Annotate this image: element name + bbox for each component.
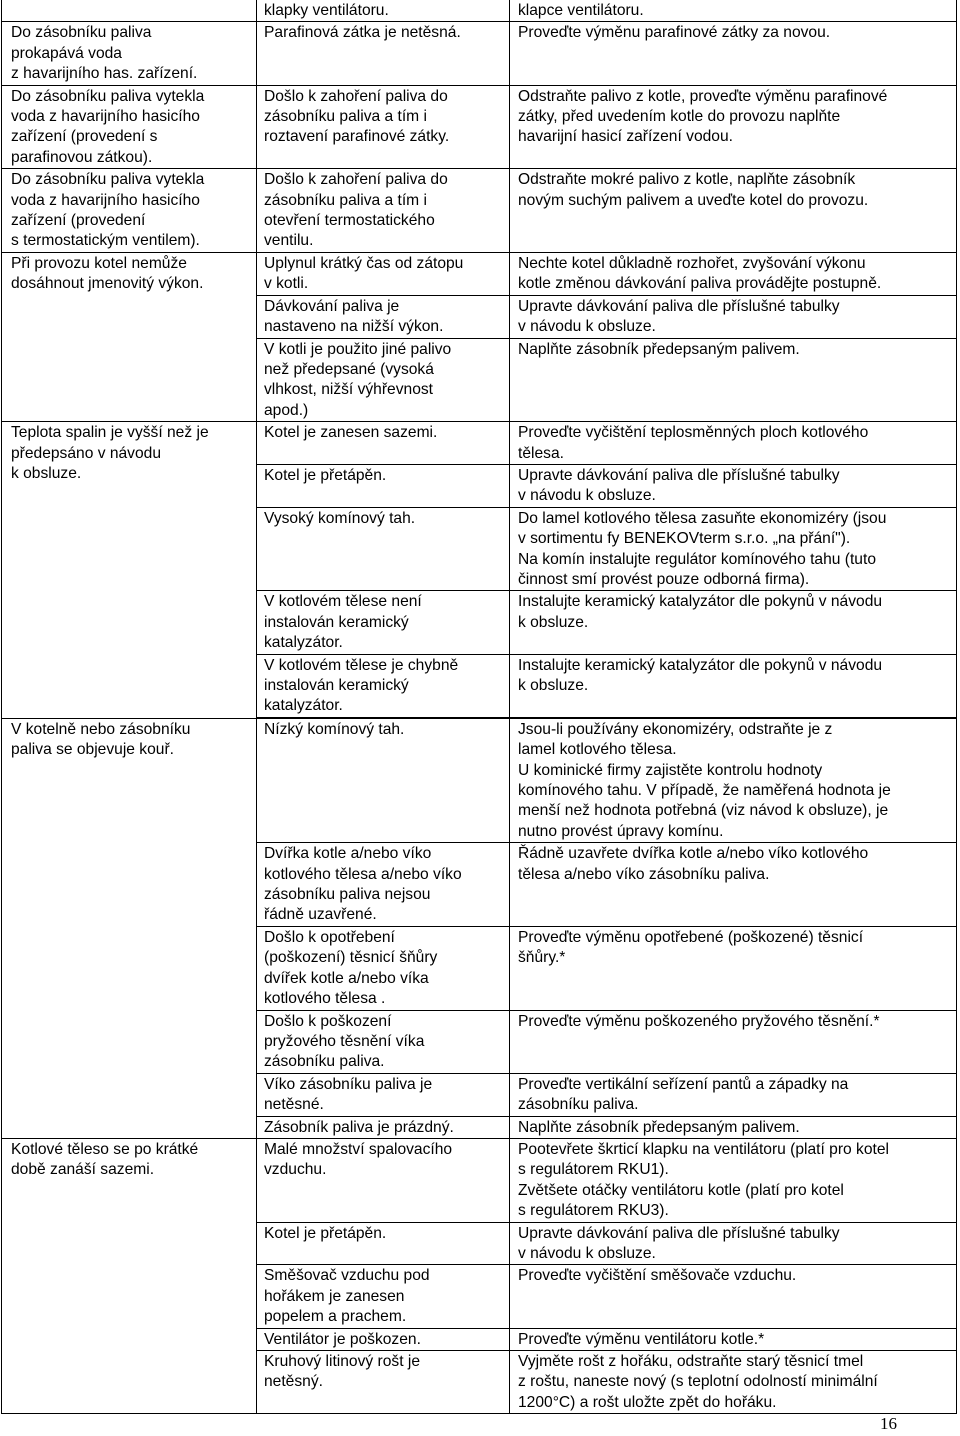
cause-cell: Zásobník paliva je prázdný. (257, 1116, 510, 1138)
cause-cell: Dávkování paliva je nastaveno na nižší výkon. (257, 295, 510, 338)
remedy-cell: Odstraňte mokré palivo z kotle, naplňte zásobník novým suchým palivem a uveďte kotel do provozu. (510, 169, 957, 253)
cause-cell: Kotel je zanesen sazemi. (257, 422, 510, 465)
table-row (2, 422, 957, 465)
problem-cell: Kotlové těleso se po krátké době zanáší sazemi. (2, 1138, 257, 1413)
remedy-cell: Proveďte výměnu opotřebené (poškozené) těsnicí šňůry.* (510, 926, 957, 1010)
table-row (2, 22, 957, 85)
page-number: 16 (880, 1414, 897, 1433)
cause-cell: V kotlovém tělese je chybně instalován keramický katalyzátor. (257, 654, 510, 717)
problem-cell: Do zásobníku paliva vytekla voda z havarijního hasicího zařízení (provedení s parafinovou zátkou). (2, 85, 257, 169)
remedy-cell: Nechte kotel důkladně rozhořet, zvyšování výkonu kotle změnou dávkování paliva provádějte postupně. (510, 252, 957, 295)
remedy-cell: Proveďte výměnu poškozeného pryžového těsnění.* (510, 1010, 957, 1073)
remedy-cell: klapce ventilátoru. (510, 0, 957, 22)
problem-cell: Do zásobníku paliva prokapává voda z havarijního has. zařízení. (2, 22, 257, 85)
remedy-cell: Odstraňte palivo z kotle, proveďte výměnu parafinové zátky, před uvedením kotle do provozu naplňte havarijní hasicí zařízení vodou. (510, 85, 957, 169)
troubleshooting-table-body (2, 0, 957, 1414)
cause-cell: Uplynul krátký čas od zátopu v kotli. (257, 252, 510, 295)
remedy-cell: Pootevřete škrticí klapku na ventilátoru (platí pro kotel s regulátorem RKU1). Zvětšete otáčky ventilátoru kotle (platí pro kotel s regulátorem RKU3). (510, 1138, 957, 1222)
table-row (2, 169, 957, 253)
cause-cell: Došlo k poškození pryžového těsnění víka zásobníku paliva. (257, 1010, 510, 1073)
remedy-cell: Upravte dávkování paliva dle příslušné tabulky v návodu k obsluze. (510, 464, 957, 507)
problem-cell: Při provozu kotel nemůže dosáhnout jmenovitý výkon. (2, 252, 257, 421)
cause-cell: V kotli je použito jiné palivo než předepsané (vysoká vlhkost, nižší výhřevnost apod.) (257, 338, 510, 422)
cause-cell: Víko zásobníku paliva je netěsné. (257, 1073, 510, 1116)
remedy-cell: Naplňte zásobník předepsaným palivem. (510, 1116, 957, 1138)
remedy-cell: Instalujte keramický katalyzátor dle pokynů v návodu k obsluze. (510, 654, 957, 717)
problem-cell: Teplota spalin je vyšší než je předepsáno v návodu k obsluze. (2, 422, 257, 719)
remedy-cell: Proveďte výměnu parafinové zátky za novou. (510, 22, 957, 85)
cause-cell: V kotlovém tělese není instalován keramický katalyzátor. (257, 591, 510, 654)
remedy-cell: Řádně uzavřete dvířka kotle a/nebo víko kotlového tělesa a/nebo víko zásobníku paliva. (510, 843, 957, 927)
table-row (2, 252, 957, 295)
problem-cell: V kotelně nebo zásobníku paliva se objevuje kouř. (2, 718, 257, 1138)
remedy-cell: Upravte dávkování paliva dle příslušné tabulky v návodu k obsluze. (510, 295, 957, 338)
cause-cell: Došlo k opotřebení (poškození) těsnicí šňůry dvířek kotle a/nebo víka kotlového tělesa . (257, 926, 510, 1010)
cause-cell: Došlo k zahoření paliva do zásobníku paliva a tím i roztavení parafinové zátky. (257, 85, 510, 169)
cause-cell: klapky ventilátoru. (257, 0, 510, 22)
cause-cell: Dvířka kotle a/nebo víko kotlového tělesa a/nebo víko zásobníku paliva nejsou řádně uzavřené. (257, 843, 510, 927)
remedy-cell: Vyjměte rošt z hořáku, odstraňte starý těsnicí tmel z roštu, naneste nový (s teplotní odolností minimální 1200°C) a rošt uložte zpět do hořáku. (510, 1351, 957, 1414)
cause-cell: Došlo k zahoření paliva do zásobníku paliva a tím i otevření termostatického ventilu. (257, 169, 510, 253)
cause-cell: Směšovač vzduchu pod hořákem je zanesen popelem a prachem. (257, 1265, 510, 1328)
cause-cell: Malé množství spalovacího vzduchu. (257, 1138, 510, 1222)
remedy-cell: Proveďte vyčištění směšovače vzduchu. (510, 1265, 957, 1328)
remedy-cell: Proveďte vyčištění teplosměnných ploch kotlového tělesa. (510, 422, 957, 465)
remedy-cell: Proveďte výměnu ventilátoru kotle.* (510, 1328, 957, 1350)
cause-cell: Vysoký komínový tah. (257, 507, 510, 591)
remedy-cell: Do lamel kotlového tělesa zasuňte ekonomizéry (jsou v sortimentu fy BENEKOVterm s.r.o. „na přání"). Na komín instalujte regulátor komínového tahu (tuto činnost smí provést pouze odborná firma). (510, 507, 957, 591)
cause-cell: Kotel je přetápěn. (257, 464, 510, 507)
cause-cell: Kotel je přetápěn. (257, 1222, 510, 1265)
remedy-cell: Naplňte zásobník předepsaným palivem. (510, 338, 957, 422)
remedy-cell: Instalujte keramický katalyzátor dle pokynů v návodu k obsluze. (510, 591, 957, 654)
troubleshooting-table (1, 0, 957, 1414)
cause-cell: Nízký komínový tah. (257, 718, 510, 842)
table-row (2, 1138, 957, 1222)
remedy-cell: Jsou-li používány ekonomizéry, odstraňte je z lamel kotlového tělesa. U kominické firmy zajistěte kontrolu hodnoty komínového tahu. V případě, že naměřená hodnota je menší než hodnota potřebná (viz návod k obsluze), je nutno provést úpravy komínu. (510, 718, 957, 842)
problem-cell (2, 0, 257, 22)
table-row (2, 0, 957, 22)
cause-cell: Kruhový litinový rošt je netěsný. (257, 1351, 510, 1414)
remedy-cell: Proveďte vertikální seřízení pantů a západky na zásobníku paliva. (510, 1073, 957, 1116)
cause-cell: Ventilátor je poškozen. (257, 1328, 510, 1350)
remedy-cell: Upravte dávkování paliva dle příslušné tabulky v návodu k obsluze. (510, 1222, 957, 1265)
cause-cell: Parafinová zátka je netěsná. (257, 22, 510, 85)
table-row (2, 718, 957, 842)
table-row (2, 85, 957, 169)
problem-cell: Do zásobníku paliva vytekla voda z havarijního hasicího zařízení (provedení s termostatickým ventilem). (2, 169, 257, 253)
